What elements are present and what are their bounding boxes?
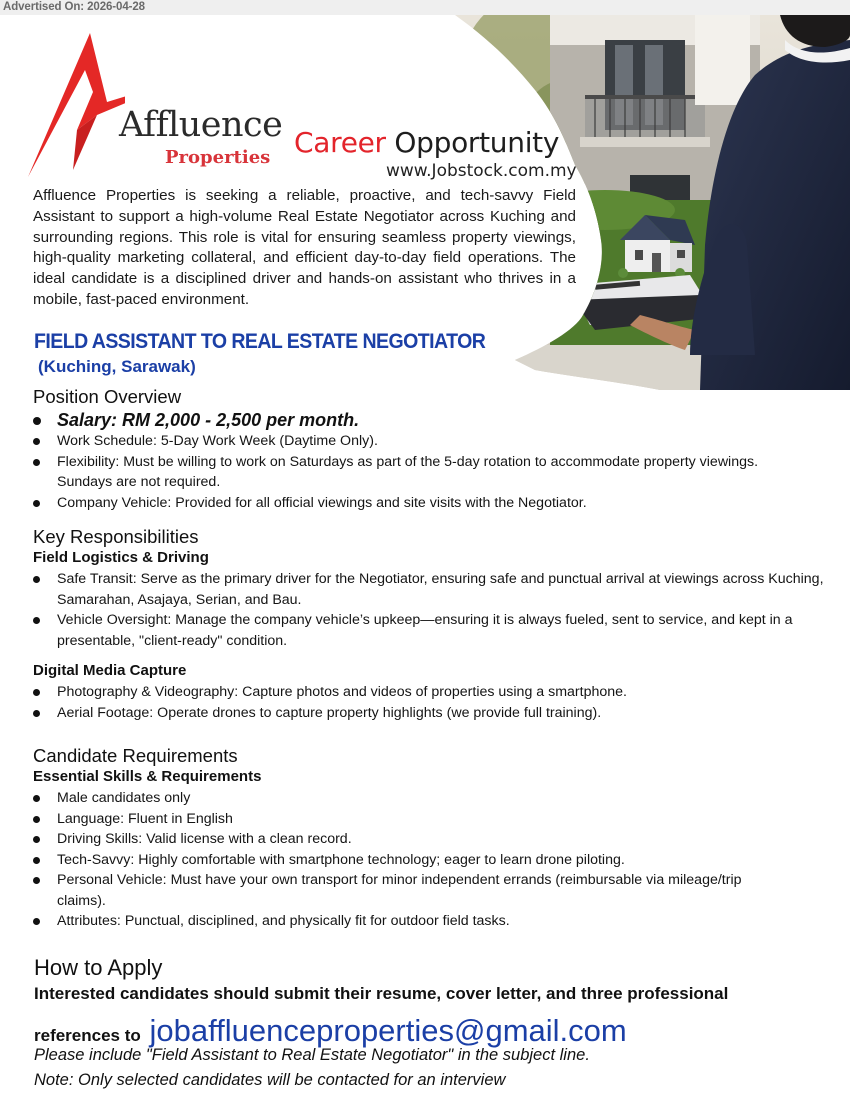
list-item: Male candidates only: [33, 788, 753, 809]
career-word: Career: [294, 126, 386, 159]
job-title: FIELD ASSISTANT TO REAL ESTATE NEGOTIATOR: [34, 330, 486, 353]
list-item: Safe Transit: Serve as the primary driver for the Negotiator, ensuring safe and punctual arrival at viewings across Kuching, Samarahan, Asajaya, Serian, and Bau.: [33, 569, 843, 610]
digital-media-subheading: Digital Media Capture: [33, 662, 187, 679]
logo-a-mark-icon: [25, 30, 125, 180]
list-item: Language: Fluent in English: [33, 809, 753, 830]
list-item: Attributes: Punctual, disciplined, and physically fit for outdoor field tasks.: [33, 911, 753, 932]
advertised-bar: [0, 0, 850, 15]
opportunity-word: Opportunity: [394, 126, 560, 159]
list-item: Photography & Videography: Capture photos and videos of properties using a smartphone.: [33, 682, 833, 703]
apply-email-link[interactable]: jobaffluenceproperties@gmail.com: [149, 1013, 627, 1048]
apply-email-line: [34, 1013, 627, 1049]
website-link[interactable]: www.Jobstock.com.my: [386, 161, 577, 181]
list-item: Company Vehicle: Provided for all official viewings and site visits with the Negotiator.: [33, 493, 793, 514]
candidate-requirements-heading: Candidate Requirements: [33, 745, 238, 766]
subject-line-note: Please include "Field Assistant to Real Estate Negotiator" in the subject line.: [34, 1046, 590, 1064]
salary: Salary: RM 2,000 - 2,500 per month.: [33, 410, 359, 431]
job-location: (Kuching, Sarawak): [38, 357, 196, 376]
key-responsibilities-heading: Key Responsibilities: [33, 526, 199, 547]
selection-note: Note: Only selected candidates will be contacted for an interview: [34, 1071, 506, 1089]
list-item: Vehicle Oversight: Manage the company vehicle’s upkeep—ensuring it is always fueled, sent to service, and kept in a presentable, "client-ready" condition.: [33, 610, 843, 651]
field-logistics-list: [33, 569, 843, 651]
position-overview-heading: Position Overview: [33, 386, 182, 407]
apply-instructions: Interested candidates should submit their resume, cover letter, and three professional: [34, 984, 729, 1003]
logo-subtitle: Properties: [165, 147, 271, 168]
field-logistics-subheading: Field Logistics & Driving: [33, 549, 209, 566]
list-item: Driving Skills: Valid license with a clean record.: [33, 829, 753, 850]
references-to-label: references to: [34, 1026, 141, 1045]
how-to-apply-heading: How to Apply: [34, 955, 163, 980]
overview-list: [33, 431, 793, 513]
requirements-list: [33, 788, 753, 932]
career-opportunity-heading: [294, 126, 559, 159]
list-item: Tech-Savvy: Highly comfortable with smartphone technology; eager to learn drone piloting.: [33, 850, 753, 871]
intro-paragraph: Affluence Properties is seeking a reliable, proactive, and tech-savvy Field Assistant to support a high-volume Real Estate Negotiator across Kuching and surrounding regions. This role is vital for ensuring seamless property viewings, high-quality marketing collateral, and efficient day-to-day field operations. The ideal candidate is a disciplined driver and hands-on assistant who thrives in a mobile, fast-paced environment.: [33, 187, 576, 308]
list-item: Personal Vehicle: Must have your own transport for minor independent errands (reimbursable via mileage/trip claims).: [33, 870, 753, 911]
list-item: Work Schedule: 5-Day Work Week (Daytime Only).: [33, 431, 793, 452]
advertised-date: Advertised On: 2026-04-28: [3, 1, 145, 13]
digital-media-list: [33, 682, 833, 723]
list-item: Flexibility: Must be willing to work on Saturdays as part of the 5-day rotation to accommodate property viewings. Sundays are not required.: [33, 452, 793, 493]
essential-skills-subheading: Essential Skills & Requirements: [33, 768, 262, 785]
list-item: Aerial Footage: Operate drones to capture property highlights (we provide full training).: [33, 703, 833, 724]
company-logo: [25, 30, 285, 180]
logo-name: Affluence: [119, 105, 283, 145]
